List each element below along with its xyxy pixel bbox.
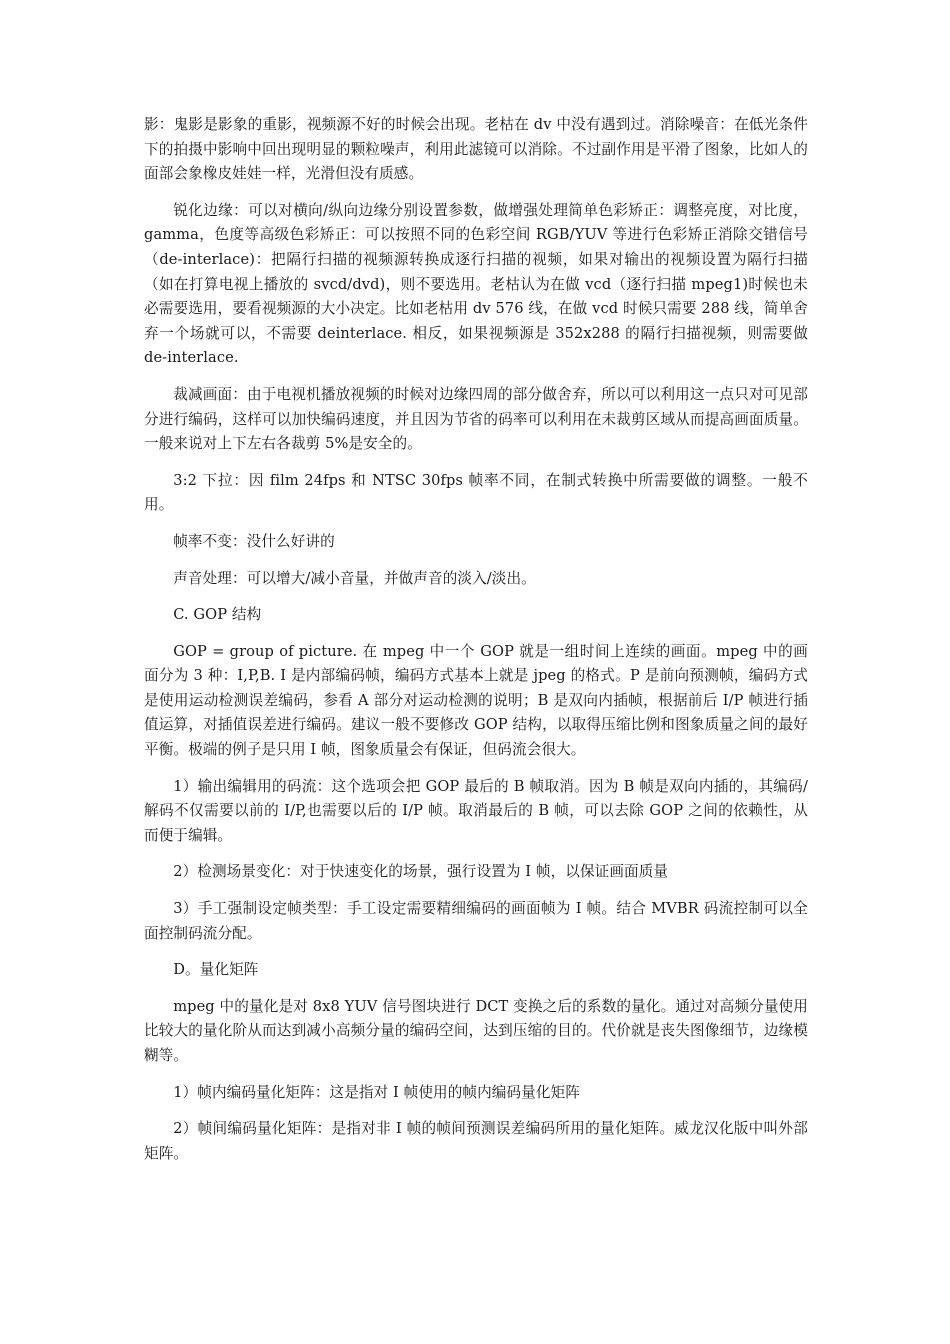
document-page — [144, 113, 808, 1178]
paragraph-framerate: 帧率不变：没什么好讲的 — [173, 532, 335, 550]
paragraph-crop: 裁减画面：由于电视机播放视频的时候对边缘四周的部分做舍弃，所以可以利用这一点只对可见部分进行编码，这样可以加快编码速度，并且因为节省的码率可以利用在未裁剪区域从而提高画面质量。一般来说对上下左右各裁剪 5%是安全的。 — [144, 385, 808, 453]
section-heading-quant-matrix: D。量化矩阵 — [173, 961, 259, 979]
paragraph-quant-item-2: 2）帧间编码量化矩阵：是指对非 I 帧的帧间预测误差编码所用的量化矩阵。威龙汉化版中叫外部矩阵。 — [144, 1120, 808, 1162]
paragraph-gop-item-1: 1）输出编辑用的码流：这个选项会把 GOP 最后的 B 帧取消。因为 B 帧是双向内插的，其编码/解码不仅需要以前的 I/P,也需要以后的 I/P 帧。取消最后的 B 帧，可以去除 GOP 之间的依赖性，从而便于编辑。 — [144, 777, 808, 844]
paragraph-quant-intro: mpeg 中的量化是对 8x8 YUV 信号图块进行 DCT 变换之后的系数的量化。通过对高频分量使用比较大的量化阶从而达到减小高频分量的编码空间，达到压缩的目的。代价就是丧失图像细节，边缘模糊等。 — [144, 997, 808, 1064]
paragraph-quant-item-1: 1）帧内编码量化矩阵：这是指对 I 帧使用的帧内编码量化矩阵 — [173, 1083, 580, 1101]
paragraph-audio: 声音处理：可以增大/减小音量，并做声音的淡入/淡出。 — [173, 569, 536, 587]
section-heading-gop: C. GOP 结构 — [173, 606, 262, 624]
paragraph-sharpen-deinterlace: 锐化边缘：可以对横向/纵向边缘分别设置参数，做增强处理简单色彩矫正：调整亮度，对比度，gamma，色度等高级色彩矫正：可以按照不同的色彩空间 RGB/YUV 等进行色彩矫正消除交错信号（de-interlace)：把隔行扫描的视频源转换成逐行扫描的视频，如果对输出的视频设置为隔行扫描（如在打算电视上播放的 svcd/dvd)，则不要选用。老枯认为在做 vcd（逐行扫描 mpeg1)时候也未必需要选用，要看视频源的大小决定。比如老枯用 dv 576 线，在做 vcd 时候只需要 288 线，简单舍弃一个场就可以，不需要 deinterlace. 相反，如果视频源是 352x288 的隔行扫描视频，则需要做 de-interlace. — [144, 201, 808, 367]
paragraph-ghost-noise: 影：鬼影是影象的重影，视频源不好的时候会出现。老枯在 dv 中没有遇到过。消除噪音：在低光条件下的拍摄中影响中回出现明显的颗粒噪声，利用此滤镜可以消除。不过副作用是平滑了图象，比如人的面部会象橡皮娃娃一样，光滑但没有质感。 — [144, 116, 808, 183]
paragraph-gop-intro: GOP = group of picture. 在 mpeg 中一个 GOP 就是一组时间上连续的画面。mpeg 中的画面分为 3 种：I,P,B. I 是内部编码帧，编码方式基本上就是 jpeg 的格式。P 是前向预测帧，编码方式是使用运动检测误差编码，参看 A 部分对运动检测的说明；B 是双向内插帧，根据前后 I/P 帧进行插值运算，对插值误差进行编码。建议一般不要修改 GOP 结构，以取得压缩比例和图象质量之间的最好平衡。极端的例子是只用 I 帧，图象质量会有保证，但码流会很大。 — [144, 642, 808, 759]
paragraph-gop-item-2: 2）检测场景变化：对于快速变化的场景，强行设置为 I 帧，以保证画面质量 — [173, 863, 669, 881]
paragraph-gop-item-3: 3）手工强制设定帧类型：手工设定需要精细编码的画面帧为 I 帧。结合 MVBR 码流控制可以全面控制码流分配。 — [144, 900, 808, 942]
paragraph-pulldown: 3:2 下拉：因 film 24fps 和 NTSC 30fps 帧率不同，在制式转换中所需要做的调整。一般不用。 — [144, 471, 808, 514]
